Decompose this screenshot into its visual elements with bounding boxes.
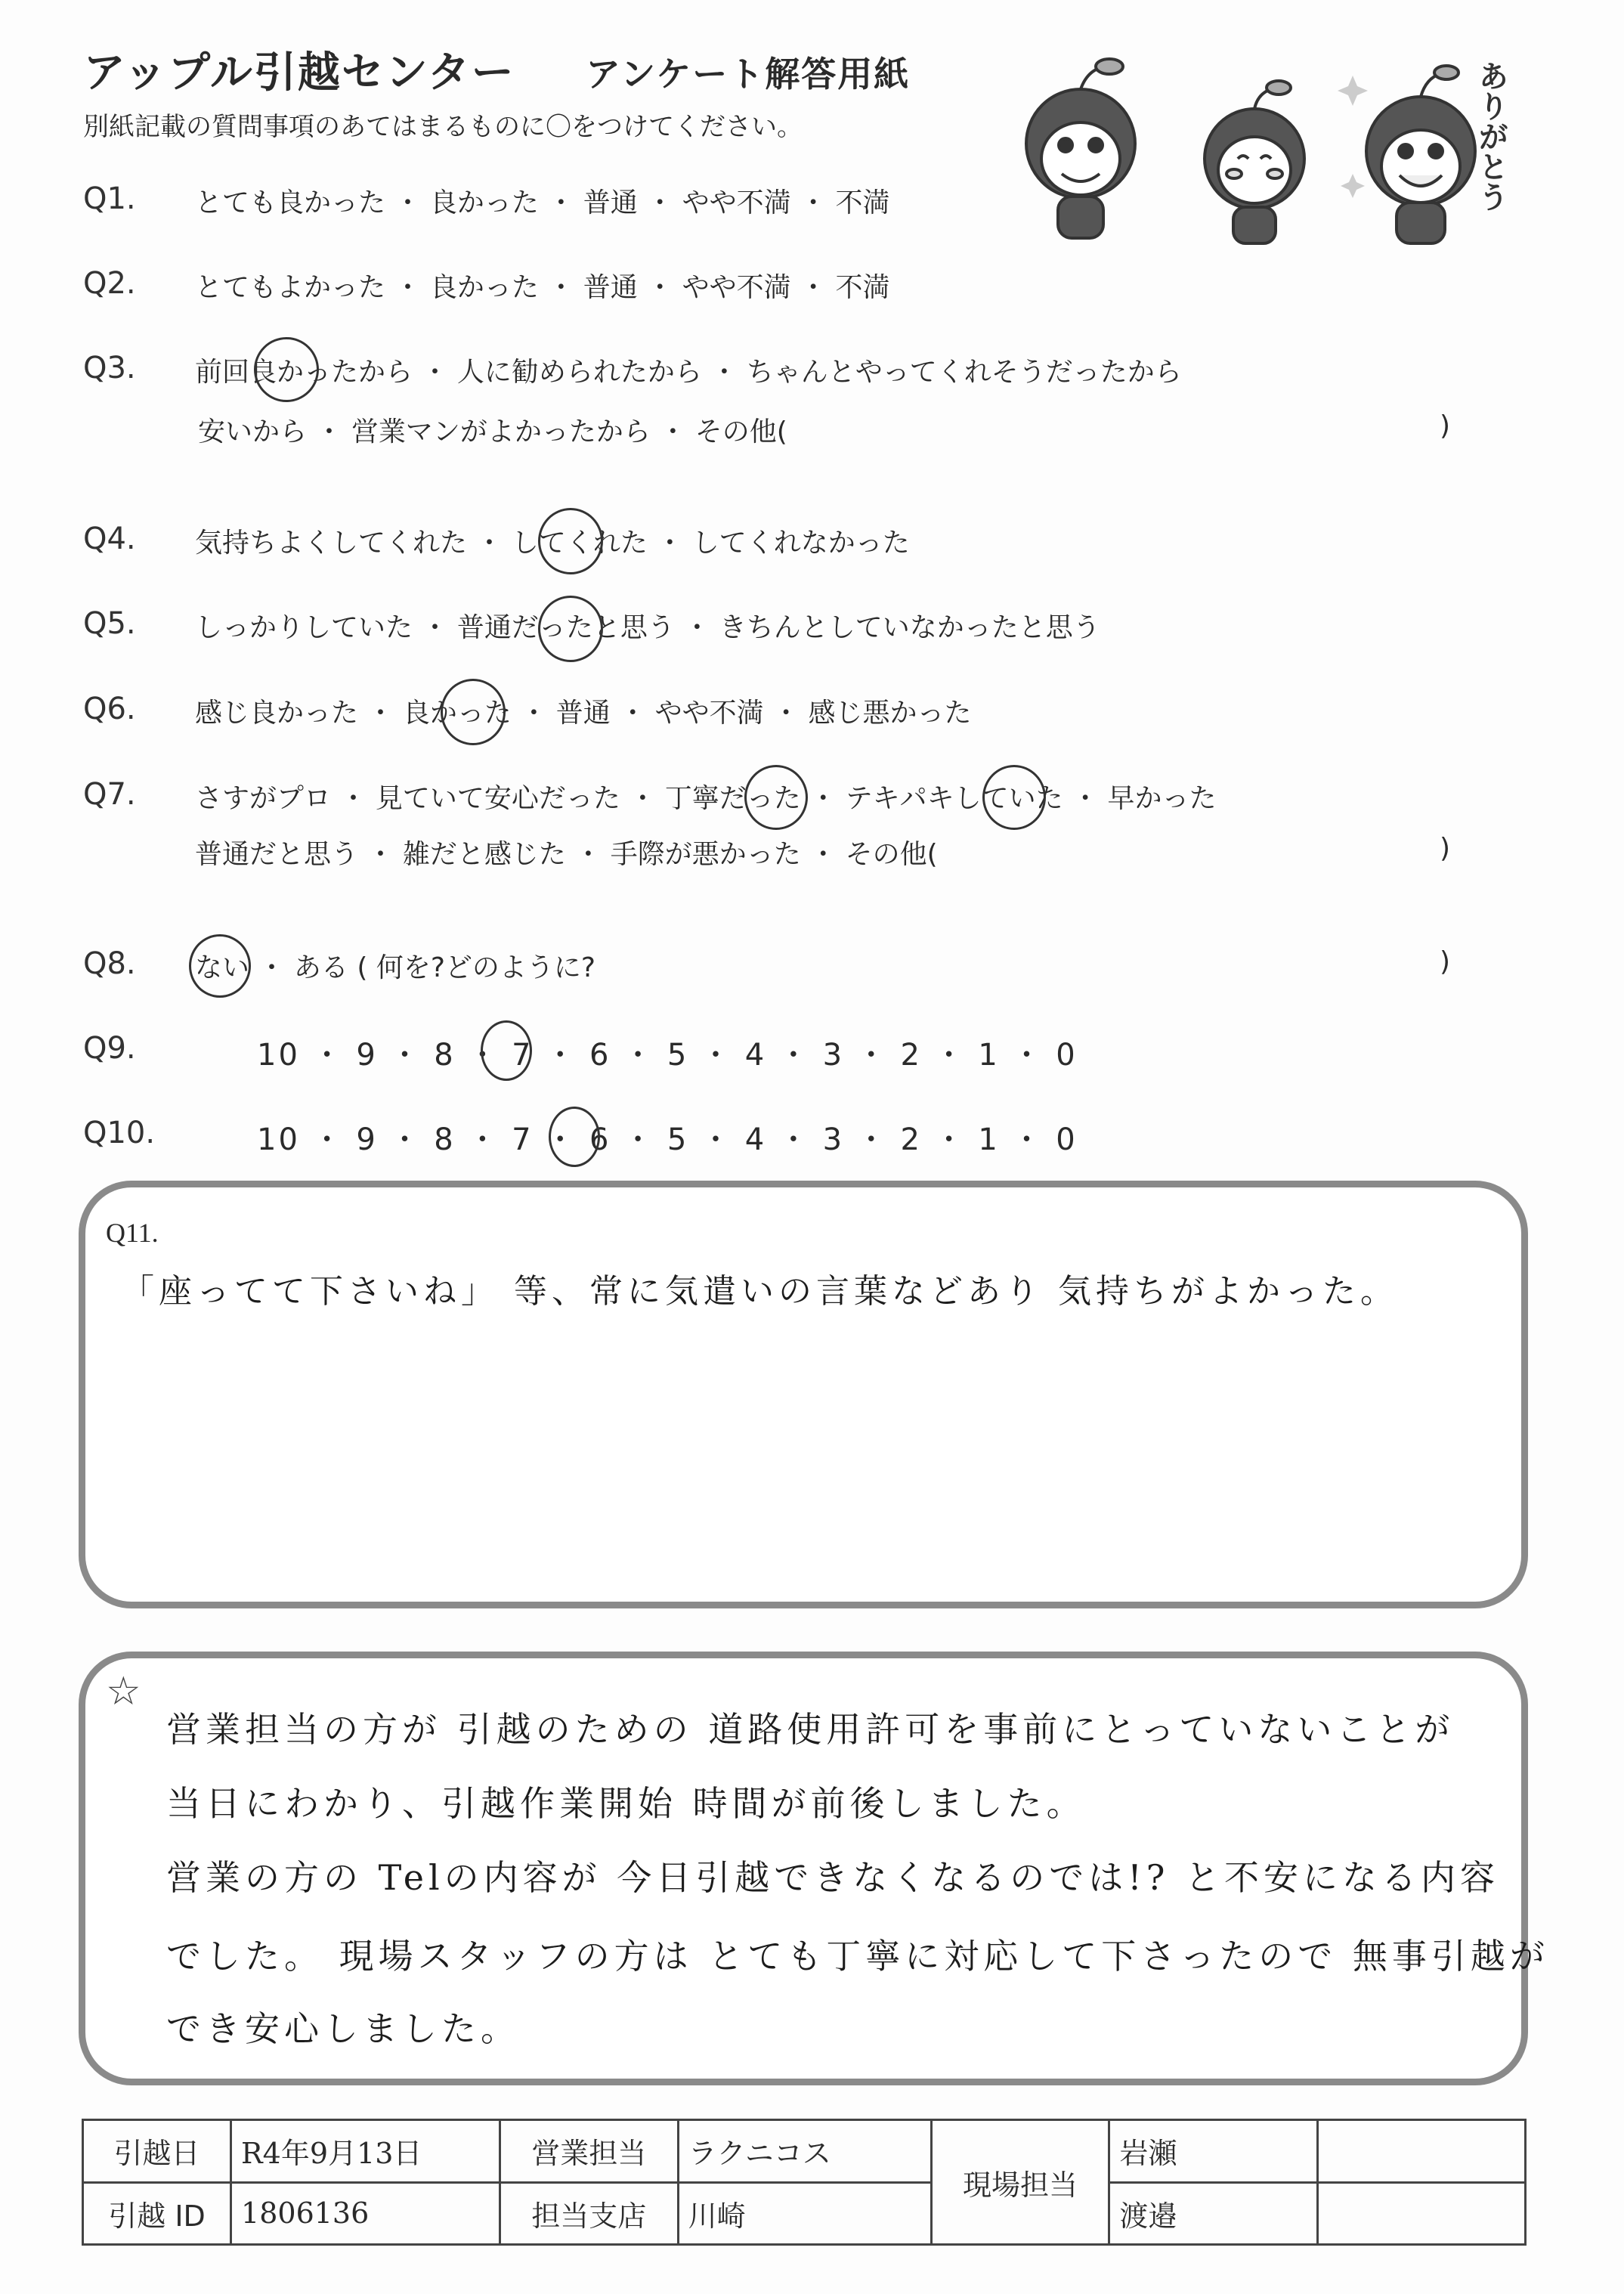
- close-paren: ): [1440, 946, 1451, 977]
- site-staff-label: 現場担当: [931, 2120, 1109, 2245]
- move-id-label: 引越 ID: [83, 2182, 231, 2245]
- question-options: 感じ良かった ・ 良かった ・ 普通 ・ やや不満 ・ 感じ悪かった: [195, 698, 972, 729]
- answer-circle-q10: [549, 1107, 600, 1167]
- question-options: しっかりしていた ・ 普通だったと思う ・ きちんとしていなかったと思う: [195, 612, 1100, 643]
- question-label: Q3.: [83, 351, 136, 385]
- move-date-label: 引越日: [83, 2120, 231, 2183]
- sales-label: 営業担当: [500, 2120, 678, 2183]
- question-options: さすがプロ ・ 見ていて安心だった ・ 丁寧だった ・ テキパキしていた ・ 早かった: [195, 783, 1217, 814]
- question-label: Q4.: [83, 522, 136, 556]
- close-paren: ): [1440, 410, 1451, 441]
- answer-circle-q7a: [744, 765, 808, 830]
- answer-circle-q7b: [982, 765, 1046, 830]
- memo-line: 営業担当の方が 引越のための 道路使用許可を事前にとっていないことが: [166, 1709, 1455, 1750]
- site-staff-2: 渡邉: [1109, 2182, 1317, 2245]
- answer-circle-q9: [481, 1020, 532, 1081]
- question-options: 前回良かったから ・ 人に勧められたから ・ ちゃんとやってくれそうだったから: [195, 357, 1182, 388]
- memo-line: 当日にわかり、引越作業開始 時間が前後しました。: [166, 1783, 1086, 1824]
- question-label: Q7.: [83, 777, 136, 812]
- question-label: Q6.: [83, 692, 136, 726]
- close-paren: ): [1440, 833, 1451, 864]
- question-label: Q8.: [83, 946, 136, 981]
- question-options: とてもよかった ・ 良かった ・ 普通 ・ やや不満 ・ 不満: [195, 272, 890, 303]
- instruction-text: 別紙記載の質問事項のあてはまるものに〇をつけてください。: [83, 112, 803, 142]
- q11-comment-box: [79, 1181, 1528, 1608]
- answer-circle-q6: [441, 679, 506, 745]
- monkey-mascots-illustration: [998, 45, 1527, 249]
- answer-circle-q3: [254, 337, 319, 402]
- star-icon: ☆: [106, 1669, 141, 1714]
- question-options: ない ・ ある ( 何を?どのように?: [195, 952, 596, 983]
- branch-label: 担当支店: [500, 2182, 678, 2245]
- answer-circle-q4: [538, 508, 603, 574]
- site-staff-1: 岩瀬: [1109, 2120, 1317, 2183]
- memo-line: でき安心しました。: [166, 2008, 520, 2049]
- question-label: Q5.: [83, 606, 136, 641]
- memo-line: でした。 現場スタッフの方は とても丁寧に対応して下さったので 無事引越が: [166, 1936, 1549, 1977]
- question-label: Q9.: [83, 1031, 136, 1066]
- empty-cell: [1317, 2182, 1525, 2245]
- question-options-line2: 普通だと思う ・ 雑だと感じた ・ 手際が悪かった ・ その他(: [195, 839, 938, 870]
- q11-label: Q11.: [106, 1218, 159, 1248]
- answer-circle-q5: [538, 596, 603, 662]
- question-label: Q10.: [83, 1116, 156, 1150]
- question-options: 気持ちよくしてくれた ・ してくれた ・ してくれなかった: [195, 528, 910, 559]
- branch-value: 川崎: [678, 2182, 931, 2245]
- question-label: Q2.: [83, 266, 136, 301]
- question-label: Q1.: [83, 181, 136, 216]
- question-options-line2: 安いから ・ 営業マンがよかったから ・ その他(: [198, 416, 787, 447]
- rating-scale: 10 ・ 9 ・ 8 ・ 7 ・ 6 ・ 5 ・ 4 ・ 3 ・ 2 ・ 1 ・ 0: [257, 1122, 1078, 1157]
- thanks-text: ありがとう: [1474, 60, 1508, 212]
- move-date-value: R4年9月13日: [231, 2120, 500, 2183]
- q11-handwritten-comment: 「座ってて下さいね」 等、常に気遣いの言葉などあり 気持ちがよかった。: [121, 1272, 1398, 1311]
- sales-value: ラクニコス: [678, 2120, 931, 2183]
- empty-cell: [1317, 2120, 1525, 2183]
- company-name: アップル引越センター: [83, 48, 515, 98]
- question-options: とても良かった ・ 良かった ・ 普通 ・ やや不満 ・ 不満: [195, 187, 890, 218]
- answer-circle-q8: [189, 934, 251, 998]
- form-title: アンケート解答用紙: [586, 54, 911, 94]
- rating-scale: 10 ・ 9 ・ 8 ・ 7 ・ 6 ・ 5 ・ 4 ・ 3 ・ 2 ・ 1 ・ 0: [257, 1038, 1078, 1073]
- memo-line: 営業の方の Telの内容が 今日引越できなくなるのでは!? と不安になる内容: [166, 1857, 1500, 1898]
- footer-info-table: [82, 2119, 1527, 2246]
- move-id-value: 1806136: [231, 2182, 500, 2245]
